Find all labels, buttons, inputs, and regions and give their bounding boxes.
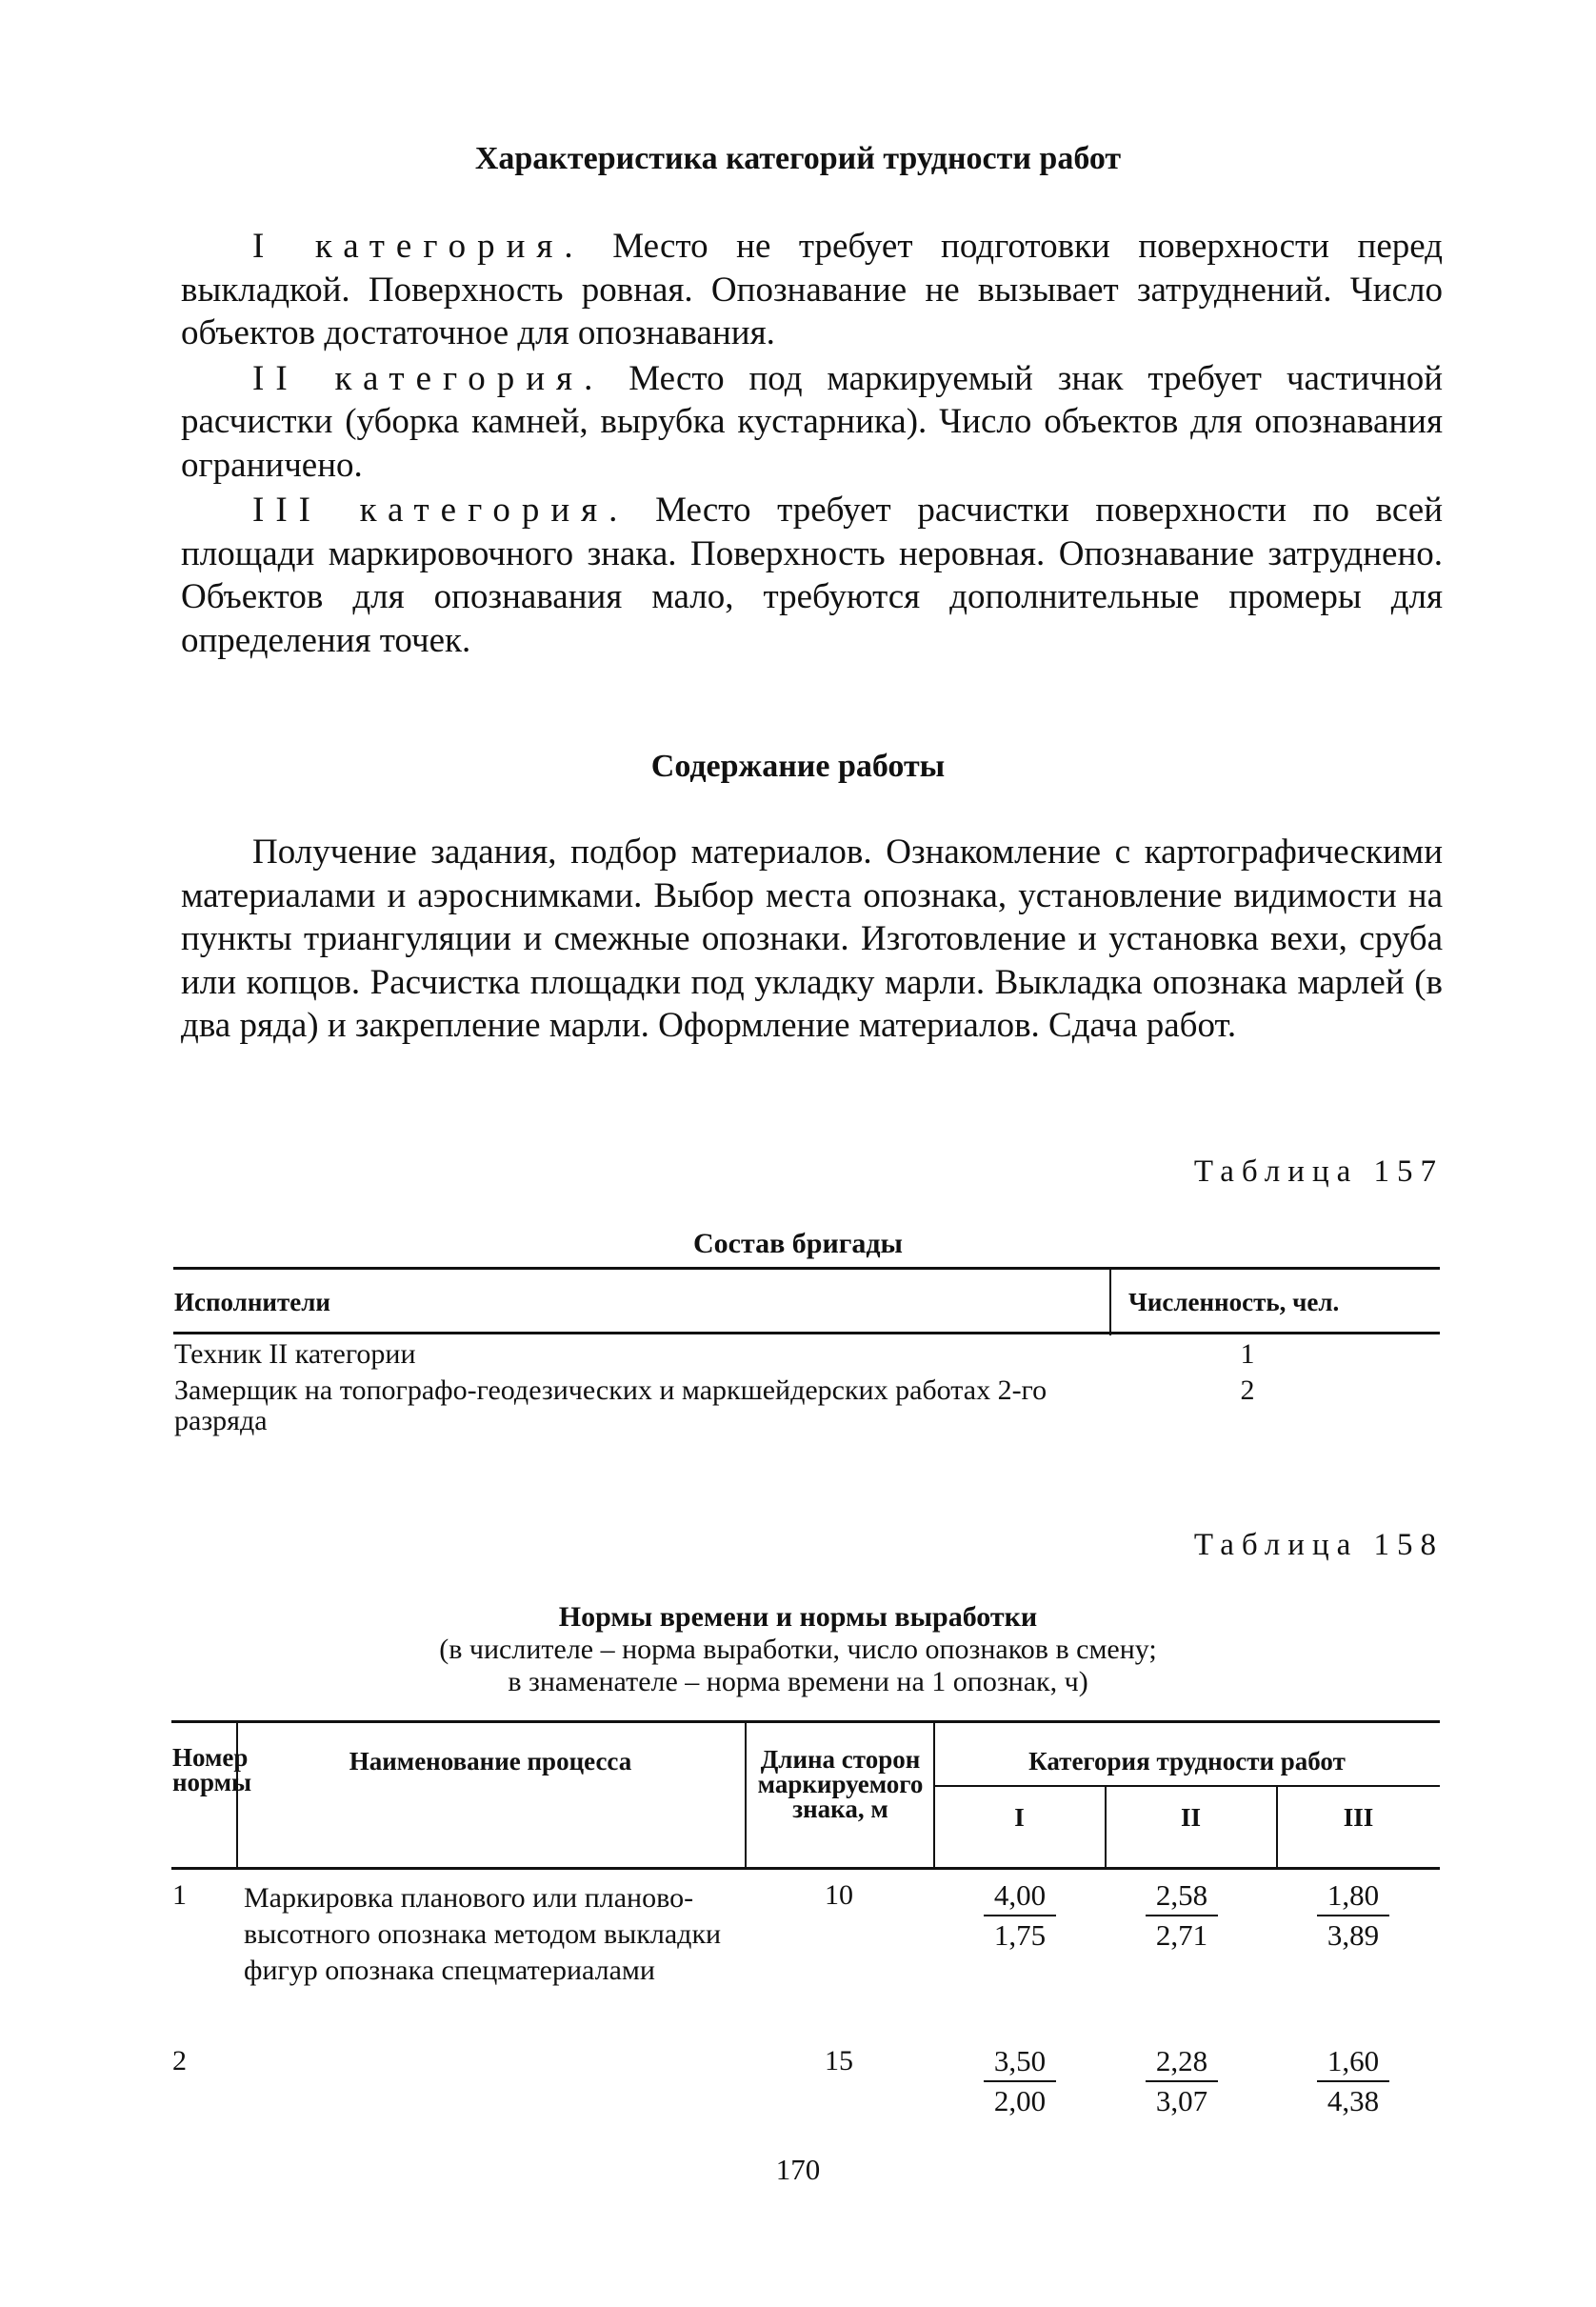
output-norm: 2,28 <box>1146 2042 1218 2082</box>
output-norm: 3,50 <box>984 2042 1056 2082</box>
table-158-header-process: Наименование процесса <box>349 1747 632 1775</box>
time-norm: 3,07 <box>1155 2084 1208 2117</box>
category-3-label: III категория. <box>252 491 629 530</box>
table-158-header-number: Номер нормы <box>172 1743 252 1796</box>
table-158-row-2-cat-2 <box>1125 2042 1239 2120</box>
time-norm: 1,75 <box>993 1918 1047 1952</box>
table-158-row-1-cat-1 <box>963 1876 1077 1955</box>
table-158-divider-2 <box>745 1722 747 1869</box>
table-157-column-divider <box>1109 1269 1111 1335</box>
table-158-subtitle-1: (в числителе – норма выработки, число опознаков в смену; <box>439 1634 1157 1665</box>
table-158-row-2-number: 2 <box>172 2045 187 2076</box>
table-157-row-1-count: 1 <box>1240 1338 1255 1370</box>
table-157-title: Состав бригады <box>693 1228 903 1259</box>
table-157-header-rule <box>173 1332 1440 1334</box>
table-157-top-rule <box>173 1267 1440 1270</box>
table-158-title: Нормы времени и нормы выработки <box>558 1601 1038 1633</box>
table-158-category-rule <box>934 1785 1440 1787</box>
category-1-label: I категория. <box>252 227 585 266</box>
table-158-header-rule <box>171 1867 1440 1870</box>
categories-text <box>181 225 1443 664</box>
table-158-caption: Таблица 158 <box>1193 1528 1444 1562</box>
section-title-categories: Характеристика категорий трудности работ <box>474 141 1122 176</box>
category-1-text: Место не требует подготовки поверхности перед выкладкой. Поверхность ровная. Опознавание не вызывает затруднений. Число объектов достаточное для опознавания. <box>181 227 1443 352</box>
table-158-header-cat-3: III <box>1343 1803 1374 1832</box>
table-158-header-cat-1: I <box>1014 1803 1025 1832</box>
table-158-row-1-process: Маркировка планового или планово-высотного опознака методом выкладки фигур опознака спецматериалами <box>244 1882 722 1986</box>
page-number: 170 <box>775 2153 821 2186</box>
table-158-row-2-cat-1 <box>963 2042 1077 2120</box>
table-157-caption: Таблица 157 <box>1193 1154 1444 1189</box>
category-2-label: II категория. <box>252 358 605 398</box>
work-content-paragraph: Получение задания, подбор материалов. Ознакомление с картографическими материалами и аэроснимками. Выбор места опознака, установление видимости на пункты триангуляции и смежные опознаки. Изготовление и установка вехи, сруба или копцов. Расчистка площадки под укладку марли. Выкладка опознака марлей (в два ряда) и закрепление марли. Оформление материалов. Сдача работ. <box>181 833 1443 1045</box>
work-content-text <box>181 831 1443 1050</box>
category-2-text: Место под маркируемый знак требует частичной расчистки (уборка камней, вырубка кустарника). Число объектов для опознавания ограничено. <box>181 358 1443 485</box>
table-158-row-2-length: 15 <box>825 2045 853 2076</box>
time-norm: 2,00 <box>993 2084 1047 2117</box>
section-title-work-content: Содержание работы <box>650 749 946 784</box>
table-158-header-cat-2: II <box>1180 1803 1201 1832</box>
output-norm: 4,00 <box>984 1876 1056 1916</box>
table-158-header-category: Категория трудности работ <box>1028 1747 1346 1775</box>
time-norm: 4,38 <box>1327 2084 1380 2117</box>
category-3-paragraph <box>181 489 1443 662</box>
table-158-row-2-cat-3 <box>1296 2042 1410 2120</box>
table-157-header-count: Численность, чел. <box>1128 1288 1340 1316</box>
output-norm: 1,80 <box>1317 1876 1389 1916</box>
table-158-row-1-cat-3 <box>1296 1876 1410 1955</box>
table-158-row-1-cat-2 <box>1125 1876 1239 1955</box>
time-norm: 2,71 <box>1155 1918 1208 1952</box>
table-158-row-1-length: 10 <box>825 1879 853 1911</box>
table-158-divider-3 <box>933 1722 935 1869</box>
category-2-paragraph <box>181 357 1443 488</box>
table-158-header-length: Длина сторон маркируемого знака, м <box>757 1745 924 1823</box>
table-158-top-rule <box>171 1720 1440 1723</box>
table-157-header-performers: Исполнители <box>174 1288 330 1316</box>
table-157-row-2-name: Замерщик на топографо-геодезических и маркшейдерских работах 2-го разряда <box>174 1374 1047 1436</box>
table-158-row-1-number: 1 <box>172 1879 187 1911</box>
time-norm: 3,89 <box>1327 1918 1380 1952</box>
category-3-text: Место требует расчистки поверхности по всей площади маркировочного знака. Поверхность неровная. Опознавание затруднено. Объектов для опознавания мало, требуются дополнительные промеры для определения точек. <box>181 491 1444 660</box>
category-1-paragraph <box>181 225 1443 355</box>
table-157-row-2-count: 2 <box>1240 1374 1255 1406</box>
output-norm: 1,60 <box>1317 2042 1389 2082</box>
table-158-subtitle-2: в знаменателе – норма времени на 1 опознак, ч) <box>508 1666 1088 1697</box>
table-157-row-1-name: Техник II категории <box>174 1338 416 1370</box>
output-norm: 2,58 <box>1146 1876 1218 1916</box>
